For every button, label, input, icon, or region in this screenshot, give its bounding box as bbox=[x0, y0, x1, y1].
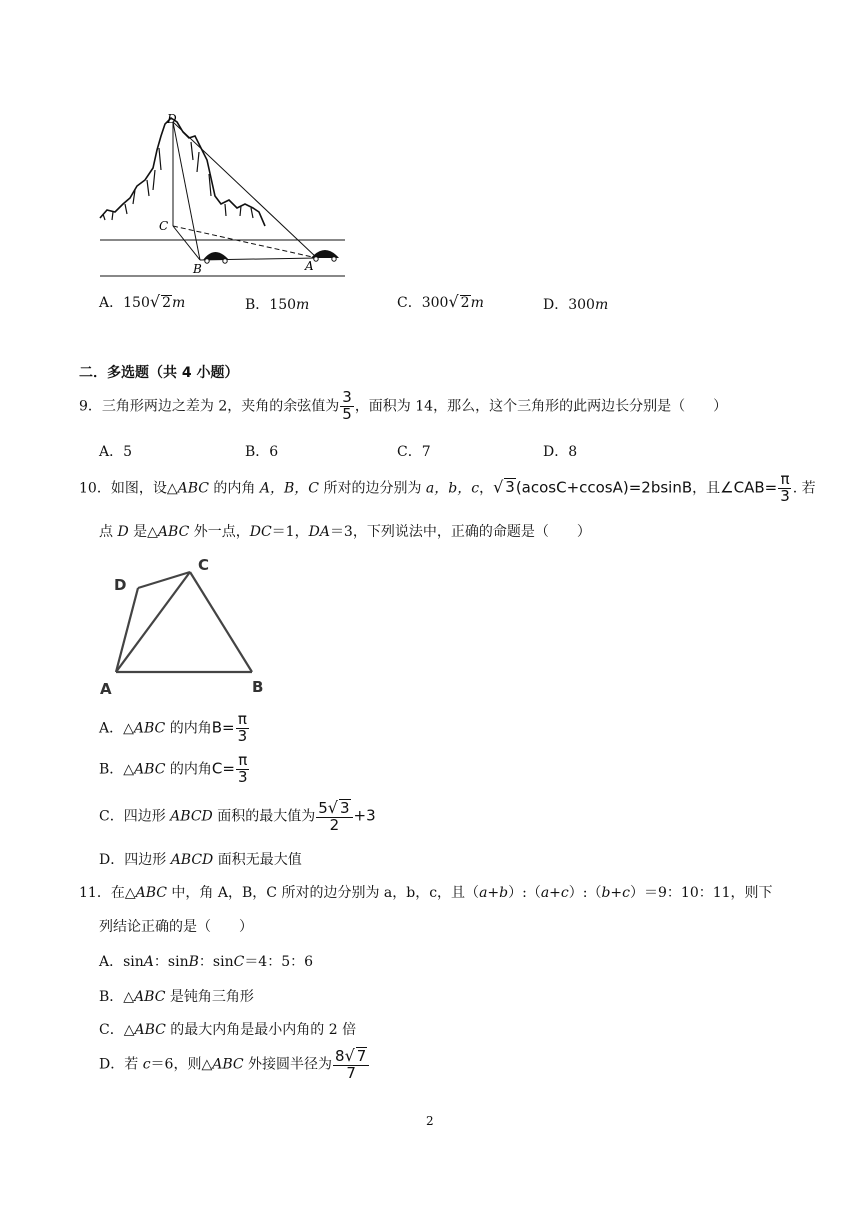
q10-fig-label-B: B bbox=[252, 678, 264, 696]
fig-label-D: D bbox=[167, 112, 177, 126]
q11-option-b: B．△ABC 是钝角三角形 bbox=[99, 989, 254, 1005]
q8-option-d: D．300m bbox=[543, 297, 609, 313]
q10-fig-label-C: C bbox=[198, 556, 210, 574]
q10-option-a: A．△ABC 的内角B= $\frac{\pi}{3}$ bbox=[99, 710, 248, 745]
q9-option-d: D．8 bbox=[543, 444, 578, 460]
q10-option-d: D．四边形 ABCD 面积无最大值 bbox=[99, 852, 302, 868]
fig-label-A: A bbox=[305, 259, 314, 273]
q8-option-a: A．150√ 2m bbox=[99, 292, 186, 311]
q10-stem-line2: 点 D 是△ABC 外一点，DC＝1，DA＝3，下列说法中，正确的命题是（ ） bbox=[99, 524, 591, 540]
q11-stem-line1: 11．在△ABC 中，角 A，B，C 所对的边分别为 a，b，c，且（a+b）:（a+c）:（b+c）＝9：10：11，则下 bbox=[79, 885, 773, 901]
fig-label-B: B bbox=[193, 262, 202, 276]
q11-stem-line2: 列结论正确的是（ ） bbox=[99, 919, 253, 935]
q11-option-d: D．若 c＝6，则△ABC 外接圆半径为 $\frac{8√ 7}{7}$ bbox=[99, 1047, 370, 1082]
fig-label-C: C bbox=[159, 219, 169, 233]
q9-option-a: A．5 bbox=[99, 444, 133, 460]
q9-stem: 9．三角形两边之差为 2，夹角的余弦值为 $\frac{3}{5}$ ，面积为 14，那么，这个三角形的此两边长分别是（ ） bbox=[79, 388, 728, 423]
q9-option-c: C．7 bbox=[397, 444, 431, 460]
quadrilateral-figure bbox=[98, 552, 273, 700]
q11-option-c: C．△ABC 的最大内角是最小内角的 2 倍 bbox=[99, 1022, 357, 1038]
q10-fig-label-D: D bbox=[114, 576, 127, 594]
q10-option-b: B．△ABC 的内角C= $\frac{\pi}{3}$ bbox=[99, 751, 248, 786]
q10-option-c: C．四边形 ABCD 面积的最大值为 $\frac{5√ 3}{2}$ +3 bbox=[99, 798, 376, 834]
q10-stem-line1: 10．如图，设△ABC 的内角 A，B，C 所对的边分别为 a，b，c，√ 3(acosC+ccosA)=2bsinB，且∠CAB= $\frac{\pi}{3}$ . 若 bbox=[79, 470, 816, 505]
q11-option-a: A．sinA：sinB：sinC＝4：5：6 bbox=[99, 954, 314, 970]
page-number: 2 bbox=[426, 1114, 434, 1128]
q8-option-b: B．150m bbox=[245, 297, 310, 313]
q9-option-b: B．6 bbox=[245, 444, 279, 460]
q8-option-c: C．300√ 2m bbox=[397, 292, 484, 311]
mountain-figure bbox=[95, 108, 355, 283]
q10-fig-label-A: A bbox=[100, 680, 112, 698]
section-title: 二．多选题（共 4 小题） bbox=[79, 365, 239, 381]
